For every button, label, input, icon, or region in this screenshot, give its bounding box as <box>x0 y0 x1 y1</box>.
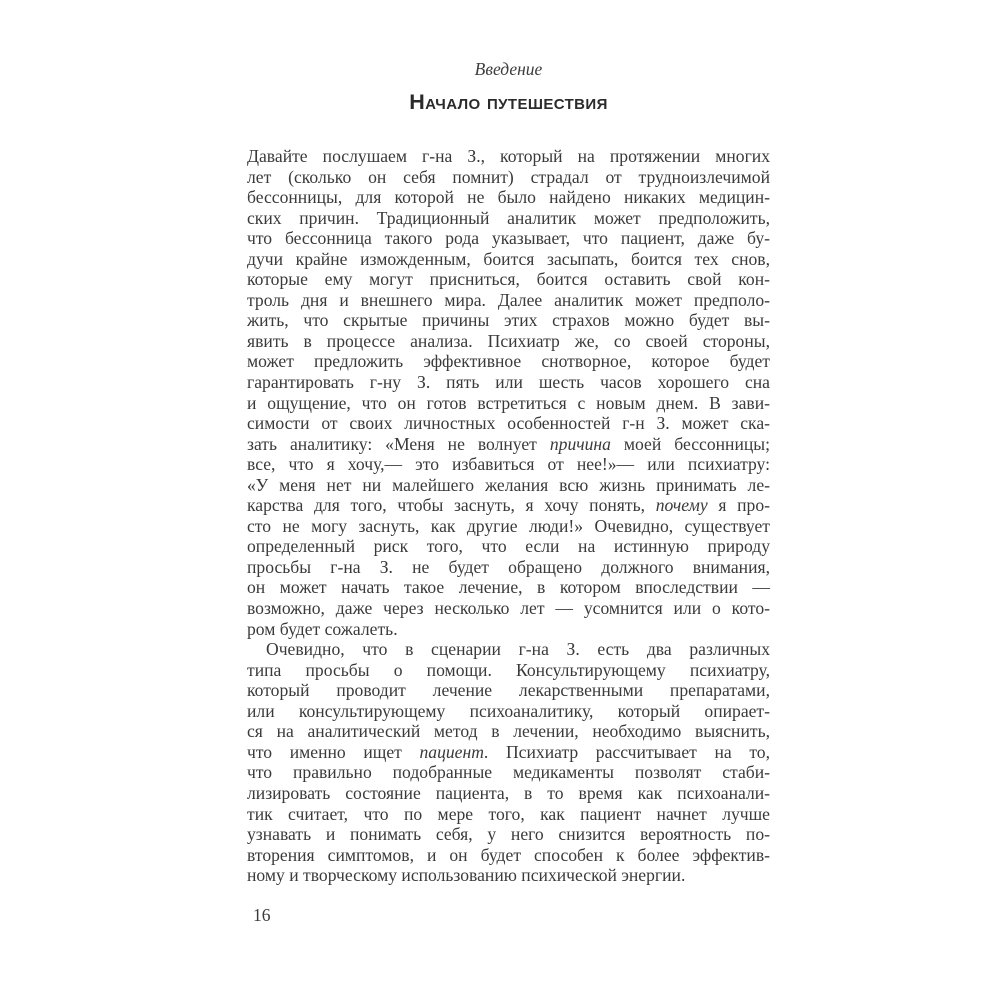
text-line: и ощущение, что он готов встретиться с новым днем. В зави- <box>247 392 770 413</box>
page-number: 16 <box>253 905 271 925</box>
text-line: явить в процессе анализа. Психиатр же, со своей стороны, <box>247 330 770 351</box>
text-line: что правильно подобранные медикаменты позволят стаби- <box>247 762 770 783</box>
text-line: гарантировать г-ну З. пять или шесть часов хорошего сна <box>247 372 770 393</box>
text-line: Очевидно, что в сценарии г-на З. есть два различных <box>266 639 770 660</box>
text-line: типа просьбы о помощи. Консультирующему психиатру, <box>247 659 770 680</box>
text-line: вторения симптомов, и он будет способен к более эффектив- <box>247 844 770 865</box>
chapter-title: Начало путешествия <box>409 90 608 114</box>
text-line: симости от своих личностных особенностей г-н З. может ска- <box>247 413 770 434</box>
body-text <box>247 146 770 886</box>
text-line: Давайте послушаем г-на З., который на протяжении многих <box>247 146 770 166</box>
text-line: которые ему могут присниться, боится оставить свой кон- <box>247 269 770 290</box>
running-head: Введение <box>474 59 543 79</box>
text-line: ся на аналитический метод в лечении, необходимо выяснить, <box>247 721 770 742</box>
text-line: зать аналитику: «Меня не волнует причина моей бессонницы; <box>247 433 771 454</box>
text-line: что именно ищет пациент. Психиатр рассчитывает на то, <box>247 741 770 762</box>
text-line: что бессонница такого рода указывает, что пациент, даже бу- <box>247 228 770 249</box>
text-line: просьбы г-на З. не будет обращено должного внимания, <box>247 556 770 577</box>
text-line: дучи крайне изможденным, боится засыпать, боится тех снов, <box>247 248 770 269</box>
text-line: ских причин. Традиционный аналитик может предположить, <box>247 207 770 228</box>
text-line: карства для того, чтобы заснуть, я хочу понять, почему я про- <box>247 495 770 516</box>
text-line: или консультирующему психоаналитику, который опирает- <box>247 700 770 721</box>
text-line: возможно, даже через несколько лет — усомнится или о кото- <box>247 598 770 619</box>
text-line: который проводит лечение лекарственными препаратами, <box>247 680 770 701</box>
text-line: жить, что скрытые причины этих страхов можно будет вы- <box>247 310 770 331</box>
text-line: сто не могу заснуть, как другие люди!» Очевидно, существует <box>247 515 770 536</box>
text-line: тик считает, что по мере того, как пациент начнет лучше <box>247 803 770 824</box>
text-line: может предложить эффективное снотворное, которое будет <box>247 351 770 372</box>
text-line: ному и творческому использованию психической энергии. <box>247 865 686 886</box>
text-line: лизировать состояние пациента, в то время как психоанали- <box>247 782 770 803</box>
text-line: ром будет сожалеть. <box>247 618 398 639</box>
text-line: узнавать и понимать себя, у него снизится вероятность по- <box>247 824 770 845</box>
text-line: троль дня и внешнего мира. Далее аналитик может предполо- <box>247 289 770 310</box>
text-line: он может начать такое лечение, в котором впоследствии — <box>247 577 770 598</box>
text-line: определенный риск того, что если на истинную природу <box>247 536 770 557</box>
text-line: все, что я хочу,— это избавиться от нее!»— или психиатру: <box>247 454 770 475</box>
text-line: бессонницы, для которой не было найдено никаких медицин- <box>247 187 770 208</box>
text-line: лет (сколько он себя помнит) страдал от трудноизлечимой <box>247 166 770 187</box>
text-line: «У меня нет ни малейшего желания всю жизнь принимать ле- <box>247 474 770 495</box>
